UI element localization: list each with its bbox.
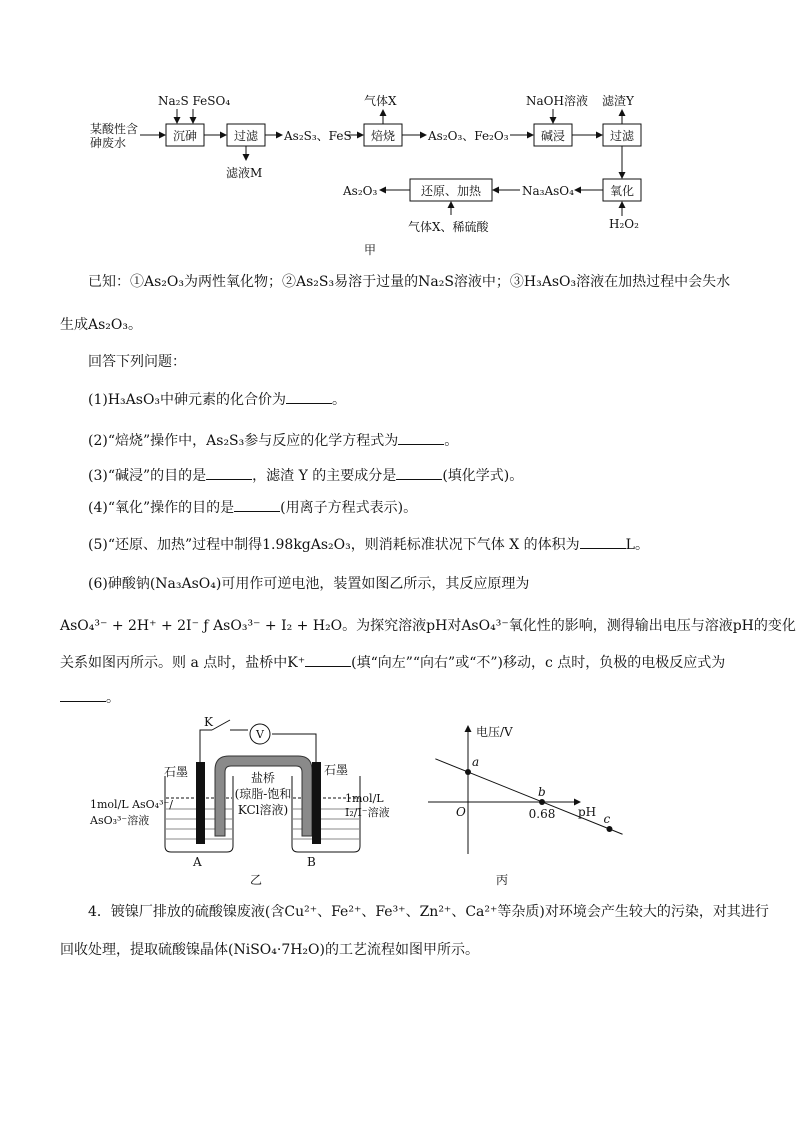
x-tick-label: 0.68 xyxy=(528,807,556,821)
feed-line2: 砷废水 xyxy=(90,136,127,150)
q3-end: (填化学式)。 xyxy=(442,468,524,484)
trend-line xyxy=(435,759,622,834)
problem4-line2: 回收处理，提取硫酸镍晶体(NiSO₄·7H₂O)的工艺流程如图甲所示。 xyxy=(60,942,479,958)
known-line1: 已知：①As₂O₃为两性氧化物；②As₂S₃易溶于过量的Na₂S溶液中；③H₃AsO₃溶液在加热过程中会失水 xyxy=(88,274,731,290)
right-solution-2: I₂/I⁻溶液 xyxy=(345,806,390,819)
q5-text: (5)“还原、加热”过程中制得1.98kgAs₂O₃，则消耗标准状况下气体 X 的体积为 xyxy=(88,537,580,553)
question-3 xyxy=(88,465,523,486)
voltage-ph-chart xyxy=(420,712,611,892)
electrode-left-label: 石墨 xyxy=(164,765,189,779)
reagent-h2o2: H₂O₂ xyxy=(609,217,639,231)
question-2 xyxy=(88,430,458,451)
q1-text: (1)H₃AsO₃中砷元素的化合价为 xyxy=(88,392,287,408)
point-a xyxy=(465,769,471,775)
box-roast-label: 焙烧 xyxy=(370,129,396,143)
electrode-right-label: 石墨 xyxy=(324,763,349,777)
problem4-line1: 4．镀镍厂排放的硫酸镍废液(含Cu²⁺、Fe²⁺、Fe³⁺、Zn²⁺、Ca²⁺等杂质)对环境会产生较大的污染，对其进行 xyxy=(88,904,769,920)
answer-blank[interactable] xyxy=(234,497,280,512)
q4-end: (用离子方程式表示)。 xyxy=(280,500,418,516)
question-6-line3 xyxy=(60,652,750,673)
left-solution-2: AsO₃³⁻溶液 xyxy=(90,814,150,827)
q6-end: 。 xyxy=(106,690,120,706)
chart-caption: 丙 xyxy=(496,873,509,887)
residue-y: 滤渣Y xyxy=(602,94,634,108)
prompt: 回答下列问题： xyxy=(88,354,186,370)
q4-text: (4)“氧化”操作的目的是 xyxy=(88,500,235,516)
question-6-line4 xyxy=(60,687,750,708)
box-filter1-label: 过滤 xyxy=(233,129,259,143)
mid3: Na₃AsO₄ xyxy=(522,184,574,198)
y-axis-label: 电压/V xyxy=(476,725,513,739)
answer-blank[interactable] xyxy=(60,687,106,702)
q3-text-a: (3)“碱浸”的目的是 xyxy=(88,468,207,484)
switch-label: K xyxy=(204,715,213,729)
known-line2: 生成As₂O₃。 xyxy=(60,317,142,333)
reagent-reduce: 气体X、稀硫酸 xyxy=(408,220,489,234)
q5-end: L。 xyxy=(625,537,649,553)
x-axis-label: pH xyxy=(578,805,597,819)
filtrate-m: 滤液M xyxy=(226,166,263,180)
box-reduce-label: 还原、加热 xyxy=(420,184,482,198)
box-oxidize-label: 氧化 xyxy=(609,184,635,198)
mid2: As₂O₃、Fe₂O₃ xyxy=(428,129,509,143)
bridge-label-3: KCl溶液) xyxy=(237,803,289,817)
electrode-right xyxy=(312,762,321,844)
q6-text-a: 关系如图丙所示。则 a 点时，盐桥中K⁺ xyxy=(60,655,306,671)
feed-line1: 某酸性含 xyxy=(90,122,139,136)
q2-text: (2)“焙烧”操作中，As₂S₃参与反应的化学方程式为 xyxy=(88,433,399,449)
origin-label: O xyxy=(456,805,466,819)
mid1: As₂S₃、FeS xyxy=(284,129,352,143)
right-solution-1: 1mol/L xyxy=(345,792,384,805)
q2-end: 。 xyxy=(444,433,459,449)
point-label-a: a xyxy=(472,755,480,769)
reagent-naoh: NaOH溶液 xyxy=(526,94,588,108)
q1-end: 。 xyxy=(332,392,347,408)
question-6-line2: AsO₄³⁻ + 2H⁺ + 2I⁻ ƒ AsO₃³⁻ + I₂ + H₂O。为探究溶液pH对AsO₄³⁻氧化性的影响，测得输出电压与溶液pH的变化 xyxy=(60,618,796,634)
answer-blank[interactable] xyxy=(305,652,351,667)
electrode-left xyxy=(196,762,205,844)
reagent-na2s-feso4: Na₂S FeSO₄ xyxy=(158,94,231,108)
question-5 xyxy=(88,534,649,555)
box-alkali-label: 碱浸 xyxy=(540,129,566,143)
product: As₂O₃ xyxy=(343,184,378,198)
voltmeter-label: V xyxy=(256,728,264,741)
question-1 xyxy=(88,389,346,410)
beaker-a-label: A xyxy=(193,855,202,869)
gas-x-out: 气体X xyxy=(364,94,397,108)
point-label-c: c xyxy=(603,812,611,826)
bridge-label-2: (琼脂-饱和 xyxy=(234,787,292,801)
answer-blank[interactable] xyxy=(396,465,442,480)
cell-diagram xyxy=(80,712,420,892)
left-solution-1: 1mol/L AsO₄³⁻/ xyxy=(90,798,174,811)
box-precip-label: 沉砷 xyxy=(172,129,198,143)
answer-blank[interactable] xyxy=(398,430,444,445)
answer-blank[interactable] xyxy=(206,465,252,480)
flow-caption: 甲 xyxy=(364,243,377,257)
point-c xyxy=(606,826,612,832)
question-4 xyxy=(88,497,417,518)
point-label-b: b xyxy=(538,785,546,799)
q6-text-b: (填“向左”“向右”或“不”)移动，c 点时，负极的电极反应式为 xyxy=(351,655,726,671)
box-filter2-label: 过滤 xyxy=(609,129,635,143)
q3-text-b: ，滤渣 Y 的主要成分是 xyxy=(252,468,397,484)
point-b xyxy=(539,799,545,805)
question-6-line1: (6)砷酸钠(Na₃AsO₄)可用作可逆电池，装置如图乙所示，其反应原理为 xyxy=(88,576,530,592)
answer-blank[interactable] xyxy=(286,389,332,404)
beaker-b-label: B xyxy=(307,855,316,869)
flow-diagram xyxy=(0,0,794,265)
answer-blank[interactable] xyxy=(580,534,626,549)
cell-caption: 乙 xyxy=(250,873,263,887)
bridge-label-1: 盐桥 xyxy=(250,771,276,785)
